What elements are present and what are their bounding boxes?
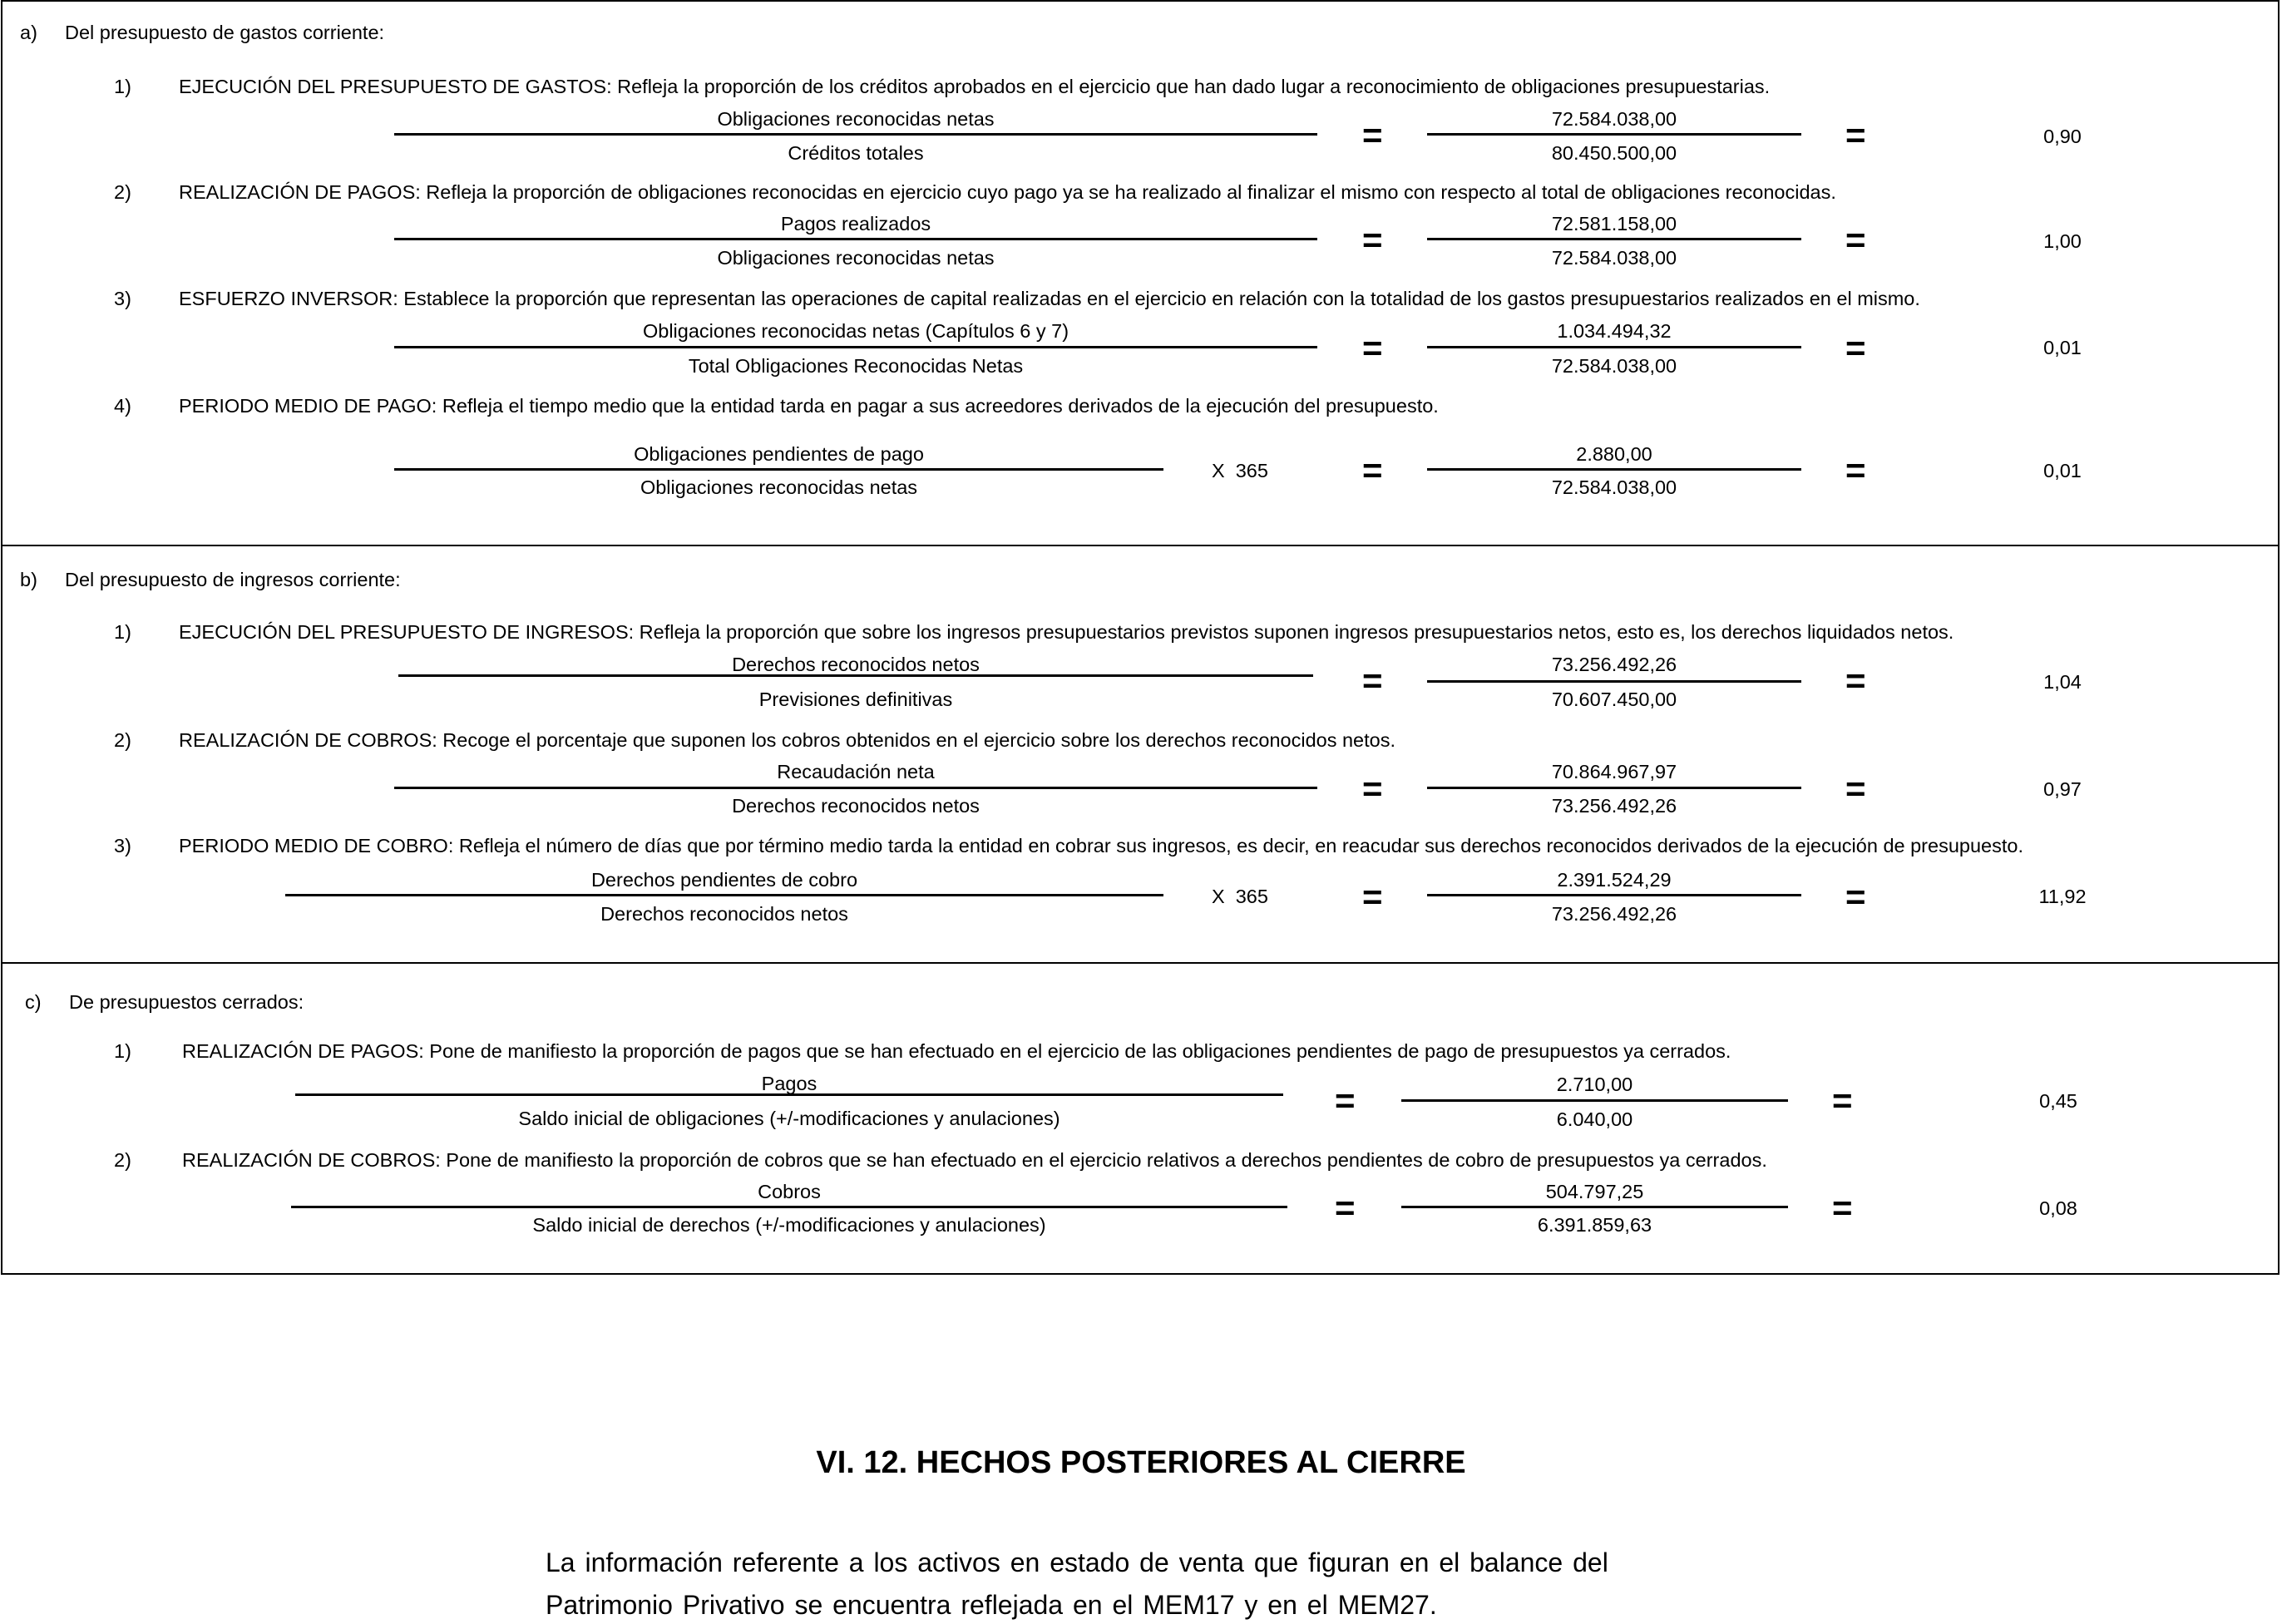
denominator-label: Previsiones definitivas bbox=[758, 689, 953, 710]
denominator-label: Total Obligaciones Reconocidas Netas bbox=[688, 355, 1024, 377]
item-number: 1) bbox=[114, 621, 131, 643]
ratio-result: 0,45 bbox=[2039, 1090, 2077, 1112]
numerator-label: Derechos pendientes de cobro bbox=[590, 869, 858, 891]
item-number: 3) bbox=[114, 835, 131, 856]
equals-sign: = bbox=[1845, 451, 1866, 490]
denominator-value: 70.607.450,00 bbox=[1551, 689, 1677, 710]
item-description: REALIZACIÓN DE COBROS: Recoge el porcentaje que suponen los cobros obtenidos en el ejercicio sobre los derechos reconocidos netos. bbox=[179, 729, 1396, 751]
ratio-result: 0,01 bbox=[2043, 337, 2082, 358]
fraction-bar bbox=[1401, 1206, 1788, 1208]
equals-sign: = bbox=[1362, 328, 1383, 368]
numerator-value: 1.034.494,32 bbox=[1557, 320, 1672, 342]
numerator-label: Obligaciones reconocidas netas (Capítulos 6 y 7) bbox=[642, 320, 1069, 342]
section-a-heading: Del presupuesto de gastos corriente: bbox=[65, 22, 385, 43]
denominator-value: 6.391.859,63 bbox=[1537, 1214, 1652, 1236]
fraction-bar bbox=[285, 894, 1163, 896]
equals-sign: = bbox=[1845, 220, 1866, 259]
ratio-result: 0,90 bbox=[2043, 126, 2082, 147]
numerator-label: Recaudación neta bbox=[777, 761, 935, 782]
numerator-value: 2.880,00 bbox=[1576, 443, 1652, 465]
equals-sign: = bbox=[1362, 220, 1383, 259]
numerator-label: Obligaciones pendientes de pago bbox=[634, 443, 924, 465]
paragraph-line-2: Patrimonio Privativo se encuentra reflejada en el MEM17 y en el MEM27. bbox=[546, 1590, 1437, 1620]
denominator-value: 6.040,00 bbox=[1556, 1108, 1633, 1130]
equals-sign: = bbox=[1362, 116, 1383, 155]
numerator-value: 504.797,25 bbox=[1545, 1181, 1644, 1202]
multiplier-factor: X 365 bbox=[1212, 886, 1268, 907]
fraction-bar bbox=[398, 674, 1313, 677]
denominator-value: 72.584.038,00 bbox=[1551, 355, 1677, 377]
item-description: REALIZACIÓN DE PAGOS: Pone de manifiesto la proporción de pagos que se han efectuado en el ejercicio de las obligaciones pendientes de pago de presupuestos ya cerrados. bbox=[182, 1040, 1731, 1062]
equals-sign: = bbox=[1362, 451, 1383, 490]
fraction-bar bbox=[1401, 1099, 1788, 1102]
item-description: EJECUCIÓN DEL PRESUPUESTO DE GASTOS: Refleja la proporción de los créditos aprobados en el ejercicio que han dado lugar a reconocimiento de obligaciones presupuestarias. bbox=[179, 76, 1771, 97]
item-description: REALIZACIÓN DE PAGOS: Refleja la proporción de obligaciones reconocidas en ejercicio cuyo pago ya se ha realizado al finalizar el mismo con respecto al total de obligaciones reconocidas. bbox=[179, 181, 1836, 203]
denominator-label: Derechos reconocidos netos bbox=[732, 795, 980, 817]
section-title: VI. 12. HECHOS POSTERIORES AL CIERRE bbox=[816, 1445, 1466, 1480]
fraction-bar bbox=[394, 468, 1163, 471]
fraction-bar bbox=[1427, 238, 1801, 240]
item-number: 2) bbox=[114, 729, 131, 751]
fraction-bar bbox=[295, 1093, 1283, 1096]
ratio-result: 0,01 bbox=[2043, 460, 2082, 481]
section-c-letter: c) bbox=[25, 991, 42, 1013]
equals-sign: = bbox=[1362, 877, 1383, 916]
section-c-heading: De presupuestos cerrados: bbox=[69, 991, 304, 1013]
equals-sign: = bbox=[1335, 1081, 1356, 1120]
equals-sign: = bbox=[1362, 661, 1383, 700]
fraction-bar bbox=[291, 1206, 1287, 1208]
equals-sign: = bbox=[1845, 661, 1866, 700]
denominator-label: Obligaciones reconocidas netas bbox=[640, 476, 918, 498]
numerator-label: Pagos bbox=[761, 1073, 817, 1094]
equals-sign: = bbox=[1335, 1188, 1356, 1227]
item-number: 4) bbox=[114, 395, 131, 417]
item-number: 3) bbox=[114, 288, 131, 309]
item-description: PERIODO MEDIO DE PAGO: Refleja el tiempo medio que la entidad tarda en pagar a sus acreedores derivados de la ejecución del presupuesto. bbox=[179, 395, 1439, 417]
equals-sign: = bbox=[1845, 769, 1866, 808]
section-b-letter: b) bbox=[20, 569, 37, 590]
numerator-value: 2.391.524,29 bbox=[1557, 869, 1672, 891]
numerator-label: Cobros bbox=[758, 1181, 821, 1202]
equals-sign: = bbox=[1845, 116, 1866, 155]
equals-sign: = bbox=[1832, 1188, 1853, 1227]
ratio-result: 0,97 bbox=[2043, 778, 2082, 800]
numerator-value: 70.864.967,97 bbox=[1551, 761, 1677, 782]
numerator-value: 73.256.492,26 bbox=[1551, 654, 1677, 675]
numerator-value: 72.584.038,00 bbox=[1551, 108, 1677, 130]
item-number: 1) bbox=[114, 1040, 131, 1062]
denominator-value: 73.256.492,26 bbox=[1551, 903, 1677, 925]
fraction-bar bbox=[1427, 894, 1801, 896]
denominator-value: 72.584.038,00 bbox=[1551, 476, 1677, 498]
fraction-bar bbox=[1427, 787, 1801, 789]
denominator-label: Saldo inicial de obligaciones (+/-modificaciones y anulaciones) bbox=[518, 1108, 1060, 1129]
denominator-label: Saldo inicial de derechos (+/-modificaciones y anulaciones) bbox=[532, 1214, 1046, 1236]
multiplier-factor: X 365 bbox=[1212, 460, 1268, 481]
equals-sign: = bbox=[1845, 877, 1866, 916]
fraction-bar bbox=[394, 238, 1317, 240]
section-b-heading: Del presupuesto de ingresos corriente: bbox=[65, 569, 401, 590]
numerator-label: Obligaciones reconocidas netas bbox=[717, 108, 995, 130]
item-number: 1) bbox=[114, 76, 131, 97]
ratio-result: 0,08 bbox=[2039, 1197, 2077, 1219]
item-description: REALIZACIÓN DE COBROS: Pone de manifiesto la proporción de cobros que se han efectuado en el ejercicio relativos a derechos pendientes de cobro de presupuestos ya cerrados. bbox=[182, 1149, 1767, 1171]
fraction-bar bbox=[1427, 468, 1801, 471]
denominator-value: 72.584.038,00 bbox=[1551, 247, 1677, 269]
equals-sign: = bbox=[1362, 769, 1383, 808]
fraction-bar bbox=[394, 346, 1317, 348]
denominator-label: Créditos totales bbox=[788, 142, 924, 164]
fraction-bar bbox=[394, 787, 1317, 789]
ratio-result: 1,04 bbox=[2043, 671, 2082, 693]
panel-ingresos-corriente bbox=[1, 545, 2280, 964]
item-description: ESFUERZO INVERSOR: Establece la proporción que representan las operaciones de capital realizadas en el ejercicio en relación con la totalidad de los gastos presupuestarios realizados en el mismo. bbox=[179, 288, 1920, 309]
equals-sign: = bbox=[1832, 1081, 1853, 1120]
denominator-value: 80.450.500,00 bbox=[1551, 142, 1677, 164]
item-number: 2) bbox=[114, 181, 131, 203]
numerator-value: 72.581.158,00 bbox=[1551, 213, 1677, 234]
numerator-value: 2.710,00 bbox=[1556, 1074, 1633, 1095]
fraction-bar bbox=[1427, 680, 1801, 683]
numerator-label: Derechos reconocidos netos bbox=[732, 654, 980, 675]
equals-sign: = bbox=[1845, 328, 1866, 368]
fraction-bar bbox=[394, 133, 1317, 136]
section-a-letter: a) bbox=[20, 22, 37, 43]
fraction-bar bbox=[1427, 346, 1801, 348]
denominator-label: Derechos reconocidos netos bbox=[600, 903, 848, 925]
paragraph-line-1: La información referente a los activos en estado de venta que figuran en el balance del bbox=[546, 1547, 1608, 1577]
item-description: EJECUCIÓN DEL PRESUPUESTO DE INGRESOS: Refleja la proporción que sobre los ingresos presupuestarios previstos suponen ingresos presupuestarios netos, esto es, los derechos liquidados netos. bbox=[179, 621, 1954, 643]
numerator-label: Pagos realizados bbox=[780, 213, 931, 234]
denominator-label: Obligaciones reconocidas netas bbox=[717, 247, 995, 269]
fraction-bar bbox=[1427, 133, 1801, 136]
item-description: PERIODO MEDIO DE COBRO: Refleja el número de días que por término medio tarda la entidad en cobrar sus ingresos, es decir, en reacudar sus derechos reconocidos derivados de la ejecución de presupuesto. bbox=[179, 835, 2023, 856]
denominator-value: 73.256.492,26 bbox=[1551, 795, 1677, 817]
ratio-result: 11,92 bbox=[2038, 886, 2087, 907]
item-number: 2) bbox=[114, 1149, 131, 1171]
ratio-result: 1,00 bbox=[2043, 230, 2082, 252]
